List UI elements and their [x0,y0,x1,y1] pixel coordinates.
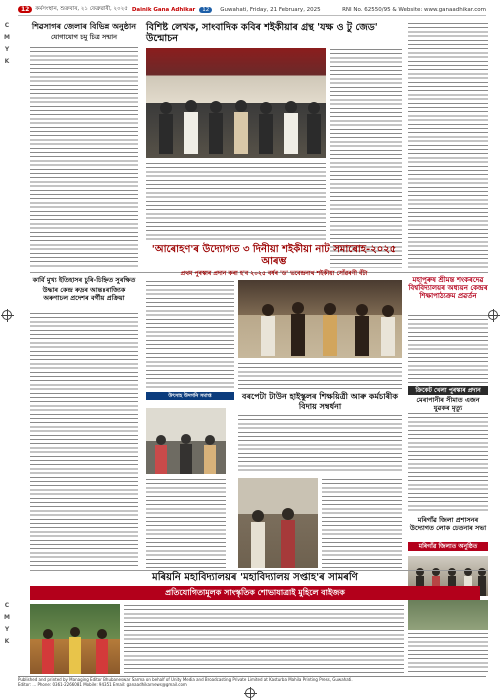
article1-subheadline: যোগাযোগ চমু চিত্ৰ সন্মান [51,33,117,41]
drama-festival-photo [238,280,402,358]
book-launch-photo-figures [146,48,326,158]
article4-body [408,314,488,384]
felicitation-photo [238,478,318,568]
banner-body [124,604,404,674]
article7-body-left [146,478,226,568]
article6-subheadline: মেৰাপানীৰ সীমাত এজন যুৱকৰ মৃত্যু [416,396,480,412]
cmyk-k: K [4,58,10,65]
cmyk-c: C [4,22,10,29]
article1-body [30,46,138,268]
procession-photo-2 [408,600,488,630]
newspaper-name: Dainik Gana Adhikar [131,6,196,13]
article3-body-left-2 [146,352,234,388]
school-event-photo [146,408,226,474]
article7-badge: উৎসাহ উদগনি সমাপ্ত [146,392,234,400]
cmyk-bar-top [2,20,12,68]
cmyk-bar-bottom [2,600,12,648]
article6-headline: ক্ৰিকেট খেলা পুৰস্কাৰ প্ৰদান [408,386,488,395]
felicitation-photo-figures [238,478,318,568]
cmyk-y: Y [4,626,10,633]
footer-line1: Published and printed by Managing Editor Bhubaneswar Sarma on behalf of Unity Media and Broadcasting Private Limited at Kasturba Mahila Printing Press, Guwahati. [18,677,353,682]
article3-body-left [146,280,234,350]
article2-body [146,162,326,240]
article7-headline: বৰপেটা টাউন হাইস্কুলৰ শিক্ষয়িত্ৰী আৰু কৰ্মচাৰীক বিদায় সম্বৰ্ধনা [242,392,398,411]
header-date-english: Guwahati, Friday, 21 February, 2025 [220,6,321,13]
drama-festival-photo-figures [238,280,402,358]
article5-subheadline: উদ্ধাৰ কেন্দ্ৰ ৰুদ্ৰৰ আন্তঃৰাজ্যিক অৰুণাচল প্ৰদেশৰ বৰ্গীয় প্ৰক্ৰিয়া [42,286,126,302]
article3-headline: 'আৰোহণ'ৰ উদ্যোগত ৩ দিনীয়া শইকীয়া নাট সমাৰোহ-২০২৫ আৰম্ভ [151,244,397,267]
registration-mark-right [488,310,498,320]
footer-imprint [18,676,486,696]
page-number-badge: 12 [18,6,32,13]
article8-subheadline: মৰিগাঁৱ জিলাত অনুষ্ঠিত [408,542,488,551]
article5-body [30,312,138,568]
cmyk-c: C [4,602,10,609]
cmyk-m: M [4,614,10,621]
page-number-badge-right: 12 [199,7,212,13]
rni-website: RNI No. 62550/95 & Website: www.ganaadhikar.com [342,6,486,13]
banner-body-right [408,632,488,674]
cultural-procession-photo-figures [30,604,120,674]
article2-body-right [330,48,402,268]
banner-subheadline: প্ৰতিযোগিতামূলক সাংস্কৃতিক শোভাযাত্ৰাই মুহিলে বাইজক [30,586,480,600]
page-header [18,4,486,16]
article5-headline: কাৰ্বি মুখ্য ইতিহাসৰ চুৰি-চিহ্নিত সুৰক্ষিত [32,276,136,284]
cmyk-y: Y [4,46,10,53]
article7-body-right [322,478,402,568]
article2-headline: বিশিষ্ট লেখক, সাংবাদিক কবিৰ শইকীয়াৰ গ্ৰন্থ 'যক্ষ ও টু জেড' উন্মোচন [146,22,378,44]
cultural-procession-photo [30,604,120,674]
book-launch-photo [146,48,326,158]
article6-body [408,412,488,512]
article8-headline: মৰিগাঁৱ জিলা প্ৰশাসনৰ উদ্যোগত লোক চেতনাৰ সভা [409,516,487,532]
cmyk-k: K [4,638,10,645]
article7-body [238,414,402,474]
footer-line2: Editor: ... Phone: 0361-2266081 Mobile: 94351 Email: ganaadhikarnews@gmail.com [18,682,187,687]
right-column-article-body [408,22,488,268]
school-event-photo-figures [146,408,226,474]
divider [30,570,488,571]
article3-subheadline: প্ৰথম পুৰস্কাৰ প্ৰদান কৰা হ'ব ২০২৫ বৰ্ষৰ 'ড' ভবেন্দ্ৰনাথ শইকীয়া সোঁৱৰণী বঁটা [180,270,368,277]
article4-headline: মহাপুৰুষ শ্ৰীমন্ত শংকৰদেৱ বিশ্ববিদ্যালয়ৰ অধ্যয়ন কেন্দ্ৰৰ শিক্ষাপাঠ্যক্ৰম প্ৰৱৰ্তন [408,276,488,301]
header-date-local: কৰ্মসংস্থান, শুক্ৰবাৰ, ২১ ফেব্ৰুৱাৰী, ২০২৫ [35,5,128,12]
registration-mark-left [2,310,12,320]
article1-headline: শিৱসাগৰ জেলাৰ বিভিন্ন অনুষ্ঠান [31,22,137,31]
article3-body-right [238,362,402,392]
cmyk-m: M [4,34,10,41]
banner-headline: মৰিয়নি মহাবিদ্যালয়ৰ 'মহাবিদ্যালয় সপ্তাহ'ৰ সামৰণি [152,572,358,583]
